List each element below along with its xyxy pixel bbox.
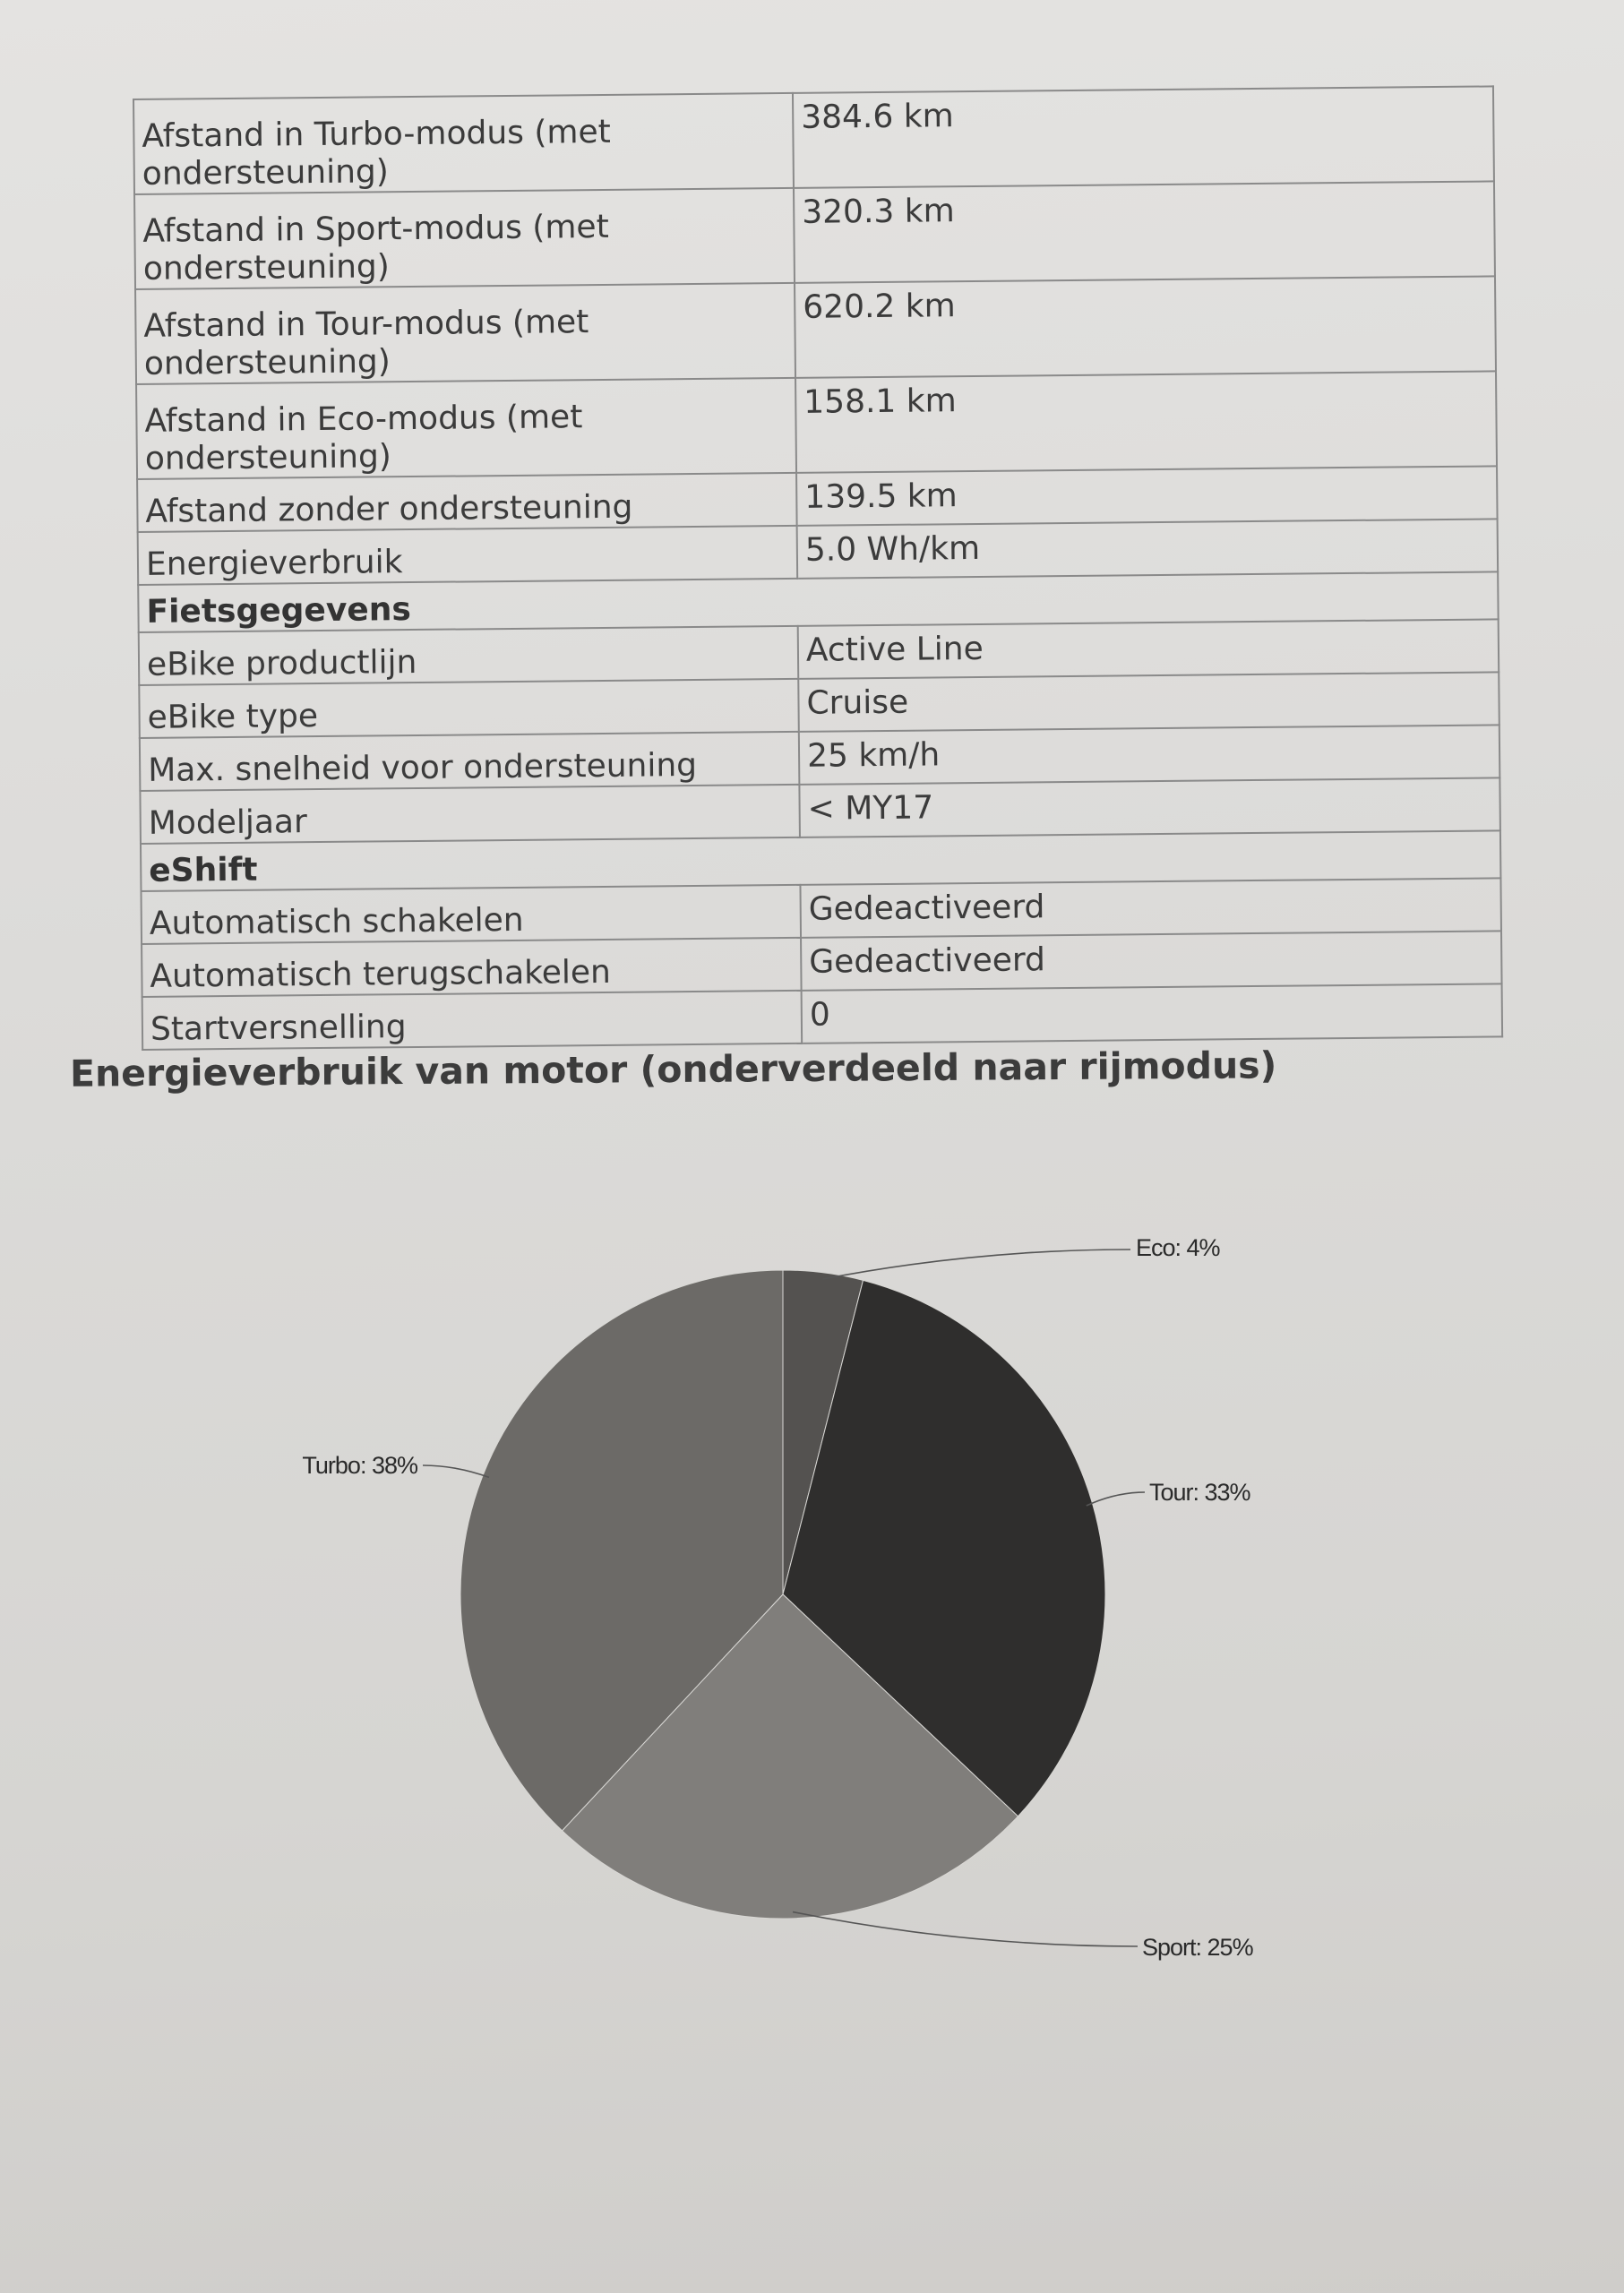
row-value: 5.0 Wh/km bbox=[797, 519, 1499, 579]
row-value: 158.1 km bbox=[795, 371, 1497, 473]
pie-label-sport: Sport: 25% bbox=[1142, 1934, 1253, 1961]
row-label: Afstand zonder ondersteuning bbox=[137, 473, 797, 532]
row-label: Max. snelheid voor ondersteuning bbox=[140, 732, 800, 791]
row-label: Afstand in Tour-modus (met ondersteuning) bbox=[135, 283, 795, 384]
row-label: Energieverbruik bbox=[138, 526, 798, 585]
row-value: Gedeactiveerd bbox=[801, 931, 1502, 991]
row-label: Automatisch terugschakelen bbox=[142, 938, 802, 997]
row-label: eBike productlijn bbox=[139, 626, 799, 685]
row-value: 139.5 km bbox=[796, 466, 1498, 526]
row-label: eBike type bbox=[139, 679, 799, 738]
row-label: Automatisch schakelen bbox=[141, 885, 801, 944]
section-heading-eshift: eShift bbox=[141, 830, 1500, 891]
leader-line-eco bbox=[822, 1250, 1130, 1279]
row-value: 320.3 km bbox=[794, 181, 1495, 283]
row-value: 384.6 km bbox=[793, 86, 1494, 188]
pie-label-eco: Eco: 4% bbox=[1136, 1234, 1220, 1261]
row-label: Afstand in Sport-modus (met ondersteuning) bbox=[134, 188, 795, 289]
row-label: Modeljaar bbox=[140, 785, 800, 844]
row-value: 0 bbox=[802, 983, 1503, 1043]
pie-label-turbo: Turbo: 38% bbox=[302, 1452, 417, 1479]
row-value: 25 km/h bbox=[799, 725, 1500, 785]
row-label: Afstand in Turbo-modus (met ondersteuning) bbox=[133, 93, 794, 194]
leader-line-tour bbox=[1087, 1492, 1145, 1506]
row-value: Gedeactiveerd bbox=[800, 878, 1501, 938]
section-heading-fietsgegevens: Fietsgegevens bbox=[138, 571, 1498, 632]
leader-line-turbo bbox=[423, 1465, 489, 1477]
row-value: Cruise bbox=[798, 672, 1499, 732]
row-value: < MY17 bbox=[799, 777, 1500, 837]
leader-line-sport bbox=[793, 1912, 1138, 1946]
row-value: 620.2 km bbox=[795, 276, 1496, 378]
row-value: Active Line bbox=[798, 619, 1499, 679]
chart-title: Energieverbruik van motor (onderverdeeld naar rijmodus) bbox=[69, 1043, 1277, 1095]
pie-label-tour: Tour: 33% bbox=[1149, 1479, 1250, 1506]
row-label: Startversnelling bbox=[142, 991, 803, 1050]
row-label: Afstand in Eco-modus (met ondersteuning) bbox=[136, 378, 796, 479]
